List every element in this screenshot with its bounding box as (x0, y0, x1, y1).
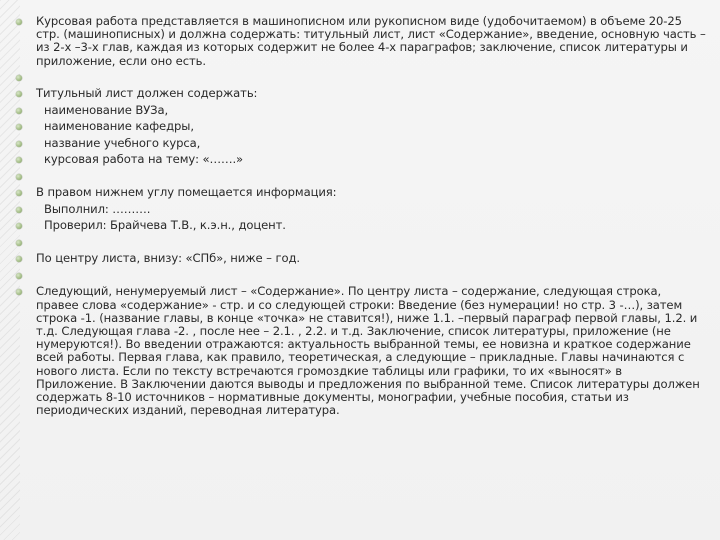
bullet-list (16, 15, 706, 420)
bullet-icon (16, 108, 22, 114)
list-item (16, 104, 706, 117)
bullet-icon (16, 256, 22, 262)
list-item-empty (16, 236, 706, 249)
item-text: наименование ВУЗа, (44, 102, 169, 117)
bullet-icon (16, 75, 22, 81)
item-text: По центру листа, внизу: «СПб», ниже – год. (36, 251, 300, 266)
list-item (16, 87, 706, 100)
item-text: Выполнил: ………. (44, 201, 151, 216)
item-text: курсовая работа на тему: «…….» (44, 152, 244, 167)
list-item-empty (16, 269, 706, 282)
list-item-empty (16, 71, 706, 84)
item-text: название учебного курса, (44, 135, 201, 150)
bullet-icon (16, 190, 22, 196)
item-text: Проверил: Брайчева Т.В., к.э.н., доцент. (44, 218, 286, 233)
item-text: В правом нижнем углу помещается информация: (36, 185, 337, 200)
bullet-icon (16, 207, 22, 213)
bullet-icon (16, 273, 22, 279)
bullet-icon (16, 289, 22, 295)
list-item (16, 285, 706, 417)
item-text: наименование кафедры, (44, 119, 194, 134)
bullet-icon (16, 124, 22, 130)
bullet-icon (16, 240, 22, 246)
list-item (16, 137, 706, 150)
item-text: Титульный лист должен содержать: (36, 86, 258, 101)
list-item-empty (16, 170, 706, 183)
list-item (16, 252, 706, 265)
list-item (16, 186, 706, 199)
bullet-icon (16, 19, 22, 25)
item-text: Курсовая работа представляется в машинописном или рукописном виде (удобочитаемом) в объеме 20-25 стр. (машинописных) и должна содержать: титульный лист, лист «Содержание», введение, основную часть – из 2-х –3-х глав, каждая из которых содержит не более 4-х параграфов; заключение, список литературы и приложение, если оно есть. (36, 14, 706, 68)
item-text: Следующий, ненумеруемый лист – «Содержание». По центру листа – содержание, следующая строка, правее слова «содержание» - стр. и со следующей строки: Введение (без нумерации! но стр. 3 -…), затем строка -1. (название главы, в конце «точка» не ставится!), ниже 1.1. –первый параграф первой главы, 1.2. и т.д. Следующая глава -2. , после нее – 2.1. , 2.2. и т.д. Заключение, список литературы, приложение (не нумеруются!). Во введении отражаются: актуальность выбранной темы, ее новизна и краткое содержание всей работы. Первая глава, как правило, теоретическая, а следующие – прикладные. Главы начинаются с нового листа. Если по тексту встречаются громоздкие таблицы или графики, то их «выносят» в Приложение. В Заключении даются выводы и предложения по выбранной теме. Список литературы должен содержать 8-10 источников – нормативные документы, монографии, учебные пособия, статьи из периодических изданий, переводная литература. (36, 284, 700, 418)
list-item (16, 153, 706, 166)
bullet-icon (16, 157, 22, 163)
list-item (16, 15, 706, 68)
bullet-icon (16, 223, 22, 229)
list-item (16, 120, 706, 133)
list-item (16, 203, 706, 216)
bullet-icon (16, 141, 22, 147)
bullet-icon (16, 91, 22, 97)
list-item (16, 219, 706, 232)
bullet-icon (16, 174, 22, 180)
